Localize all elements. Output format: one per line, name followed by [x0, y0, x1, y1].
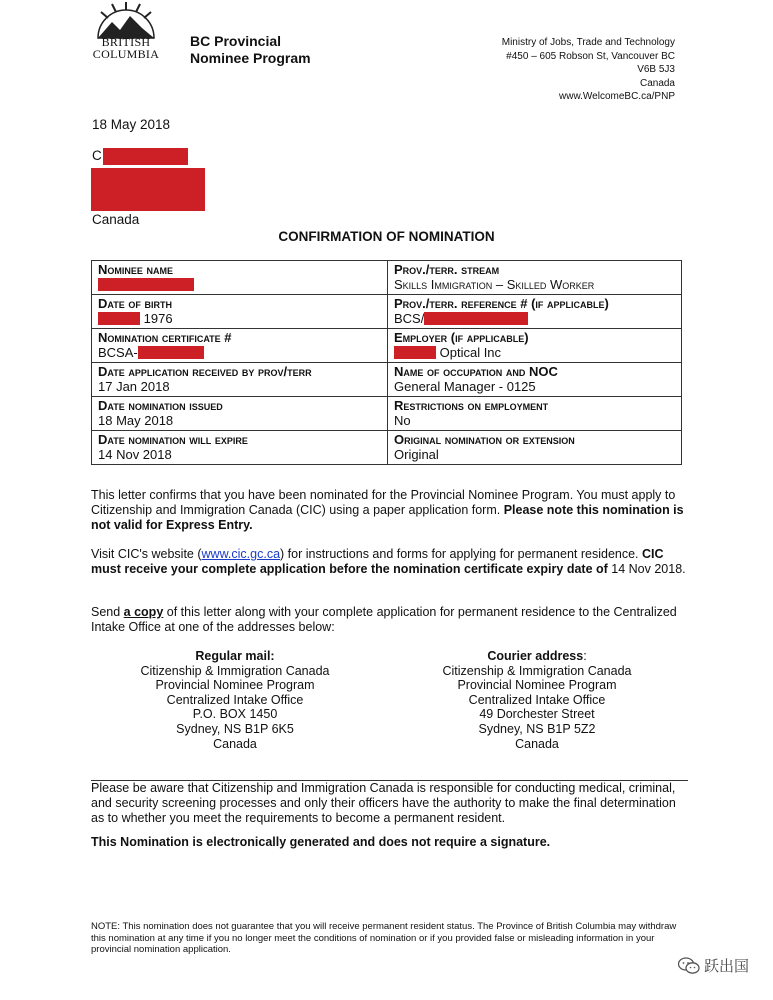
p3-text-b: of this letter along with your complete application for permanent residence to the Centralized Intake Office at one of the addresses below: [91, 605, 677, 634]
table-row [92, 329, 682, 363]
letter-date: 18 May 2018 [92, 117, 171, 132]
occupation-cell [388, 363, 682, 397]
reference-label: Prov./terr. reference # (if applicable) [394, 296, 609, 311]
table-row [92, 363, 682, 397]
regular-mail-address [110, 649, 360, 751]
ministry-postal: V6B 5J3 [637, 64, 675, 75]
ministry-website[interactable]: www.WelcomeBC.ca/PNP [559, 91, 675, 102]
regular-line: P.O. BOX 1450 [192, 707, 278, 722]
received-cell [92, 363, 388, 397]
stream-value: Skills Immigration – Skilled Worker [394, 277, 595, 292]
dob-label: Date of birth [98, 296, 172, 311]
courier-line: Citizenship & Immigration Canada [442, 663, 632, 678]
courier-heading: Courier address: [487, 649, 587, 663]
courier-address [412, 649, 662, 751]
regular-line: Canada [213, 736, 257, 751]
certificate-value: BCSA- [98, 345, 381, 361]
stream-label: Prov./terr. stream [394, 262, 500, 277]
courier-line: Provincial Nominee Program [457, 678, 617, 693]
table-row [92, 261, 682, 295]
redaction-reference [424, 312, 528, 325]
screening-paragraph: Please be aware that Citizenship and Immigration Canada is responsible for conducting medical, criminal, and security screening processes and only their officers have the authority to make the final determination as to whether you meet the requirements to become a permanent resident. [91, 781, 676, 825]
restrictions-cell [388, 397, 682, 431]
nomination-type-value: Original [394, 447, 439, 462]
nomination-type-cell [388, 431, 682, 465]
express-entry-warning: Please note this nomination is not valid for Express Entry. [91, 502, 684, 532]
watermark-text: 跃出国 [703, 958, 749, 975]
ministry-street: #450 – 605 Robson St, Vancouver BC [506, 50, 675, 62]
addressee-name [92, 148, 102, 163]
p1-text: This letter confirms that you have been nominated for the Provincial Nominee Program. You must apply to Citizenship and Immigration Canada (CIC) using a paper application form. [91, 488, 676, 517]
reference-value: BCS/ [394, 311, 675, 327]
program-name [190, 33, 311, 67]
redaction-dob [98, 312, 140, 325]
regular-mail-heading: Regular mail: [195, 649, 275, 663]
redaction-addressee-name [103, 148, 188, 165]
dob-value: 1976 [98, 311, 381, 327]
redaction-nominee-name [98, 278, 194, 291]
employer-label: Employer (if applicable) [394, 330, 529, 345]
regular-line: Centralized Intake Office [166, 692, 304, 707]
table-row [92, 397, 682, 431]
nomination-table [91, 260, 682, 465]
redaction-addressee-address [91, 168, 205, 211]
a-copy-emphasis: a copy [123, 605, 164, 619]
nominee-name-label: Nominee name [98, 262, 174, 277]
signature-note: This Nomination is electronically generated and does not require a signature. [91, 835, 551, 849]
regular-line: Citizenship & Immigration Canada [140, 663, 330, 678]
regular-line: Sydney, NS B1P 6K5 [176, 721, 294, 736]
employer-cell [388, 329, 682, 363]
program-line-1: BC Provincial [190, 33, 282, 49]
addressee-country: Canada [92, 212, 140, 227]
redaction-certificate [138, 346, 204, 359]
disclaimer-note: NOTE: This nomination does not guarantee that you will receive permanent resident status. The Province of British Columbia may withdraw this nomination at any time if you no longer meet the conditions of nomination or if you provided false or misleading information in your provincial nomination application. [91, 921, 677, 956]
logo-line-1: BRITISH [101, 35, 151, 49]
table-row [92, 431, 682, 465]
received-value: 17 Jan 2018 [98, 379, 170, 394]
courier-line: Centralized Intake Office [468, 692, 606, 707]
confirmation-paragraph [91, 488, 686, 532]
restrictions-label: Restrictions on employment [394, 398, 549, 413]
cic-website-link[interactable]: www.cic.gc.ca [201, 547, 281, 561]
expiry-value: 14 Nov 2018 [98, 447, 172, 462]
expiry-cell [92, 431, 388, 465]
nominee-name-cell [92, 261, 388, 295]
document-title: CONFIRMATION OF NOMINATION [278, 229, 495, 244]
bc-sun-mountain-icon [86, 0, 166, 40]
program-line-2: Nominee Program [190, 50, 311, 66]
expiry-label: Date nomination will expire [98, 432, 248, 447]
deadline-warning: CIC must receive your complete application before the nomination certificate expiry date of [91, 547, 664, 576]
wechat-icon [678, 957, 700, 975]
ministry-country: Canada [639, 77, 675, 89]
stream-cell [388, 261, 682, 295]
redaction-employer [394, 346, 436, 359]
occupation-value: General Manager - 0125 [394, 379, 536, 394]
issued-cell [92, 397, 388, 431]
certificate-label: Nomination certificate # [98, 330, 232, 345]
issued-label: Date nomination issued [98, 398, 223, 413]
courier-line: 49 Dorchester Street [479, 707, 595, 722]
issued-value: 18 May 2018 [98, 413, 174, 428]
cic-website-paragraph [91, 547, 686, 577]
p3-text-a: Send [91, 605, 124, 619]
ministry-name: Ministry of Jobs, Trade and Technology [501, 37, 675, 48]
p2-text-a: Visit CIC's website ( [91, 547, 202, 561]
ministry-address [502, 36, 675, 104]
certificate-cell [92, 329, 388, 363]
addressee-initial: C [92, 148, 102, 163]
nominee-name-value [98, 277, 381, 293]
p2-text-b: ) for instructions and forms for applying for permanent residence. [280, 547, 643, 561]
logo-line-2: COLUMBIA [92, 47, 160, 61]
watermark [678, 955, 749, 976]
table-row [92, 295, 682, 329]
send-copy-paragraph [91, 605, 686, 635]
occupation-label: Name of occupation and NOC [394, 364, 558, 379]
logo-wordmark [86, 36, 166, 60]
dob-cell [92, 295, 388, 329]
courier-line: Canada [515, 736, 559, 751]
restrictions-value: No [394, 413, 411, 428]
employer-value: Optical Inc [394, 345, 675, 361]
nomination-type-label: Original nomination or extension [394, 432, 575, 447]
received-label: Date application received by prov/terr [98, 364, 312, 379]
regular-line: Provincial Nominee Program [155, 678, 315, 693]
courier-line: Sydney, NS B1P 5Z2 [478, 721, 596, 736]
reference-cell [388, 295, 682, 329]
p2-text-c: 14 Nov 2018. [607, 561, 686, 576]
